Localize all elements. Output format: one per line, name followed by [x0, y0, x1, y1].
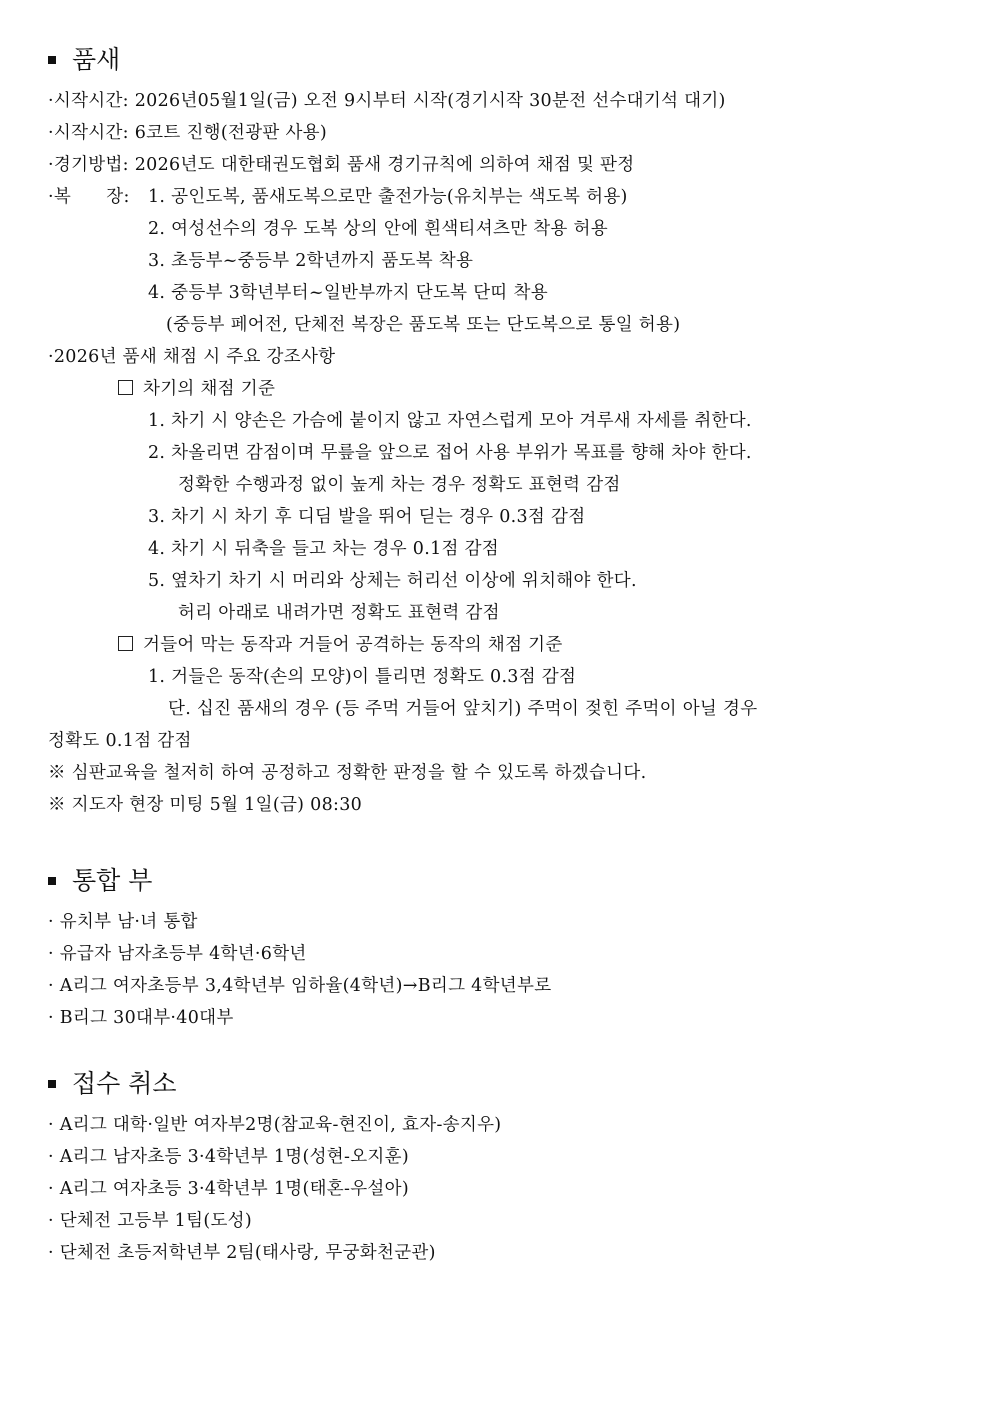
kick-item-continued: 정확한 수행과정 없이 높게 차는 경우 정확도 표현력 감점	[178, 475, 621, 495]
list-item: · B리그 30대부·40대부	[48, 1008, 234, 1028]
square-bullet-icon	[48, 1080, 56, 1088]
attire-item: 1. 공인도복, 품새도복으로만 출전가능(유치부는 색도복 허용)	[148, 187, 628, 207]
list-item: · A리그 여자초등부 3,4학년부 임하율(4학년)→B리그 4학년부로	[48, 976, 552, 996]
kick-item: 1. 차기 시 양손은 가슴에 붙이지 않고 자연스럽게 모아 겨루새 자세를 취한다.	[148, 411, 752, 431]
note-line: ※ 지도자 현장 미팅 5월 1일(금) 08:30	[48, 795, 363, 815]
kick-item: 5. 옆차기 차기 시 머리와 상체는 허리선 이상에 위치해야 한다.	[148, 571, 637, 591]
method-line: ·경기방법: 2026년도 대한태권도협회 품새 경기규칙에 의하여 채점 및 판정	[48, 155, 635, 175]
kick-item-continued: 허리 아래로 내려가면 정확도 표현력 감점	[178, 603, 500, 623]
kick-item: 4. 차기 시 뒤축을 들고 차는 경우 0.1점 감점	[148, 539, 500, 559]
start-time-line: ·시작시간: 2026년05월1일(금) 오전 9시부터 시작(경기시작 30분전 선수대기석 대기)	[48, 91, 726, 111]
attire-item: 2. 여성선수의 경우 도복 상의 안에 흰색티셔츠만 착용 허용	[148, 219, 608, 239]
attire-note: (중등부 페어전, 단체전 복장은 품도복 또는 단도복으로 통일 허용)	[166, 315, 681, 335]
kick-item: 2. 차올리면 감점이며 무릎을 앞으로 접어 사용 부위가 목표를 향해 차야 한다.	[148, 443, 752, 463]
square-bullet-icon	[48, 877, 56, 885]
emphasis-title: ·2026년 품새 채점 시 주요 강조사항	[48, 347, 336, 367]
list-item: · 유급자 남자초등부 4학년·6학년	[48, 944, 307, 964]
list-item: · 단체전 초등저학년부 2팀(태사랑, 무궁화천군관)	[48, 1243, 436, 1263]
attire-item: 4. 중등부 3학년부터~일반부까지 단도복 단띠 착용	[148, 283, 548, 303]
list-item: · 단체전 고등부 1팀(도성)	[48, 1211, 252, 1231]
section-heading-merged: 통합 부	[48, 866, 152, 896]
list-item: · A리그 대학·일반 여자부2명(참교육-현진이, 효자-송지우)	[48, 1115, 502, 1135]
section-heading-cancel: 접수 취소	[48, 1069, 177, 1099]
square-bullet-icon	[48, 56, 56, 64]
checkbox-square-icon	[118, 380, 133, 395]
lift-item: 1. 거들은 동작(손의 모양)이 틀리면 정확도 0.3점 감점	[148, 667, 577, 687]
attire-label: ·복 장:	[48, 187, 130, 207]
lift-item-note: 단. 십진 품새의 경우 (등 주먹 거들어 앞치기) 주먹이 젖힌 주먹이 아닐 경우	[168, 699, 758, 719]
note-line: ※ 심판교육을 철저히 하여 공정하고 정확한 판정을 할 수 있도록 하겠습니다.	[48, 763, 647, 783]
attire-item: 3. 초등부~중등부 2학년까지 품도복 착용	[148, 251, 474, 271]
checkbox-square-icon	[118, 636, 133, 651]
kick-item: 3. 차기 시 차기 후 디딤 발을 뛰어 딛는 경우 0.3점 감점	[148, 507, 586, 527]
lift-item-note-continued: 정확도 0.1점 감점	[48, 731, 192, 751]
list-item: · 유치부 남·녀 통합	[48, 912, 198, 932]
kick-criteria-title: 차기의 채점 기준	[118, 377, 275, 401]
section-heading-poomsae: 품새	[48, 45, 120, 75]
courts-line: ·시작시간: 6코트 진행(전광판 사용)	[48, 123, 327, 143]
list-item: · A리그 여자초등 3·4학년부 1명(태혼-우설아)	[48, 1179, 409, 1199]
list-item: · A리그 남자초등 3·4학년부 1명(성현-오지훈)	[48, 1147, 409, 1167]
lift-criteria-title: 거들어 막는 동작과 거들어 공격하는 동작의 채점 기준	[118, 633, 563, 657]
